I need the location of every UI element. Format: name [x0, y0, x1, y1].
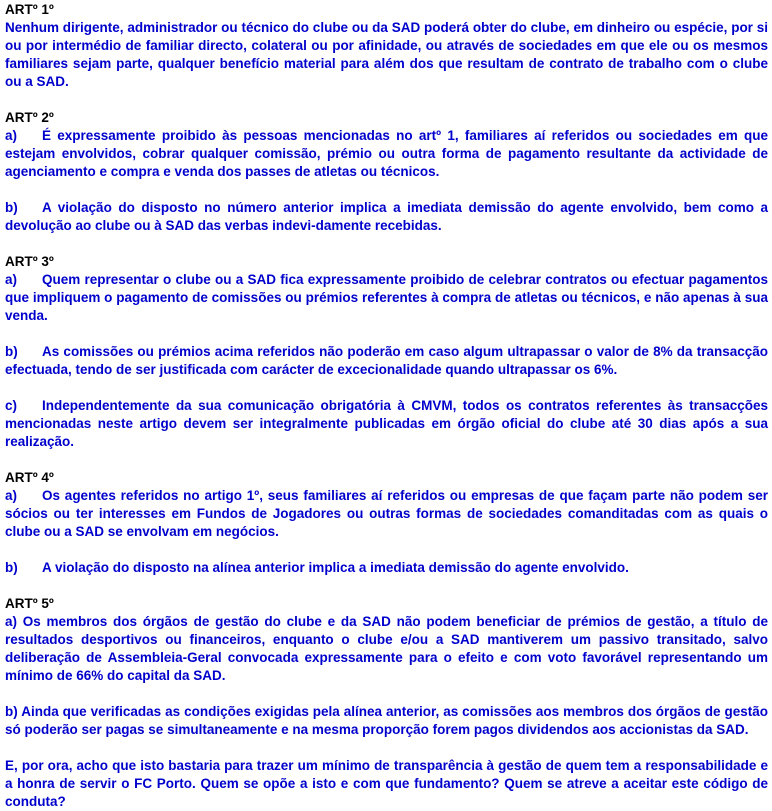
- article-1: [5, 1, 768, 91]
- paragraph-text: As comissões ou prémios acima referidos não poderão em caso algum ultrapassar o valor de 8% da transacção efectuada, tendo de ser justificada com carácter de excecionalidade quando ultrapassar os 6%.: [5, 344, 768, 377]
- paragraph-text: É expressamente proibido às pessoas mencionadas no artº 1, familiares aí referidos ou sociedades em que estejam envolvidos, cobrar qualquer comissão, prémio ou outra forma de pagamento resultante da actividade de agenciamento e compra e venda dos passes de atletas ou técnicos.: [5, 128, 768, 179]
- article-paragraph: [5, 613, 768, 685]
- paragraph-marker: a): [5, 488, 18, 503]
- article-2: [5, 109, 768, 235]
- paragraph-text: Os agentes referidos no artigo 1º, seus familiares aí referidos ou empresas de que façam parte não podem ser sócios ou ter interesses em Fundos de Jogadores ou outras formas de sociedades comanditadas com as quais o clube ou a SAD se envolvam em negócios.: [5, 488, 768, 539]
- article-heading: ARTº 4º: [5, 470, 54, 485]
- paragraph-text: b) Ainda que verificadas as condições exigidas pela alínea anterior, as comissões aos membros dos órgãos de gestão só poderão ser pagas se simultaneamente e na mesma proporção forem pagos dividendos aos accionistas da SAD.: [5, 704, 768, 737]
- paragraph-text: Quem representar o clube ou a SAD fica expressamente proibido de celebrar contratos ou efectuar pagamentos que impliquem o pagamento de comissões ou prémios referentes à compra de atletas ou técnicos, e não apenas à sua venda.: [5, 272, 768, 323]
- paragraph-marker: b): [5, 344, 18, 359]
- paragraph-marker: b): [5, 560, 18, 575]
- article-paragraph: [5, 559, 768, 577]
- closing-paragraph: E, por ora, acho que isto bastaria para trazer um mínimo de transparência à gestão de quem tem a responsabilidade e a honra de servir o FC Porto. Quem se opõe a isto e com que fundamento? Quem se atreve a aceitar este código de conduta?: [5, 758, 768, 809]
- article-4: [5, 469, 768, 577]
- article-paragraph: [5, 487, 768, 541]
- article-paragraph: [5, 271, 768, 325]
- article-paragraph: [5, 397, 768, 451]
- article-paragraph: [5, 703, 768, 739]
- article-5: [5, 595, 768, 739]
- article-heading: ARTº 2º: [5, 110, 54, 125]
- paragraph-text: a) Os membros dos órgãos de gestão do clube e da SAD não podem beneficiar de prémios de gestão, a título de resultados desportivos ou financeiros, enquanto o clube e/ou a SAD mantiverem um passivo transitado, salvo deliberação de Assembleia-Geral convocada expressamente para o efeito e com voto favorável representando um mínimo de 66% do capital da SAD.: [5, 614, 768, 683]
- paragraph-marker: a): [5, 272, 18, 287]
- paragraph-text: A violação do disposto na alínea anterior implica a imediata demissão do agente envolvido.: [42, 560, 629, 575]
- article-heading: ARTº 1º: [5, 2, 54, 17]
- article-paragraph: [5, 343, 768, 379]
- article-heading: ARTº 3º: [5, 254, 54, 269]
- article-paragraph: [5, 19, 768, 91]
- article-3: [5, 253, 768, 451]
- article-paragraph: [5, 127, 768, 181]
- article-paragraph: [5, 199, 768, 235]
- paragraph-marker: b): [5, 200, 18, 215]
- paragraph-marker: c): [5, 398, 18, 413]
- paragraph-text: A violação do disposto no número anterior implica a imediata demissão do agente envolvido, bem como a devolução ao clube ou à SAD das verbas indevi-damente recebidas.: [5, 200, 768, 233]
- paragraph-marker: a): [5, 128, 18, 143]
- paragraph-text: Independentemente da sua comunicação obrigatória à CMVM, todos os contratos referentes às transacções mencionadas neste artigo devem ser integralmente publicadas em órgão oficial do clube até 30 dias após a sua realização.: [5, 398, 768, 449]
- paragraph-text: Nenhum dirigente, administrador ou técnico do clube ou da SAD poderá obter do clube, em dinheiro ou espécie, por si ou por intermédio de familiar directo, colateral ou por afinidade, ou através de sociedades em que ele ou os mesmos familiares sejam parte, qualquer benefício material para além dos que resultam de contrato de trabalho com o clube ou a SAD.: [5, 20, 768, 89]
- article-heading: ARTº 5º: [5, 596, 54, 611]
